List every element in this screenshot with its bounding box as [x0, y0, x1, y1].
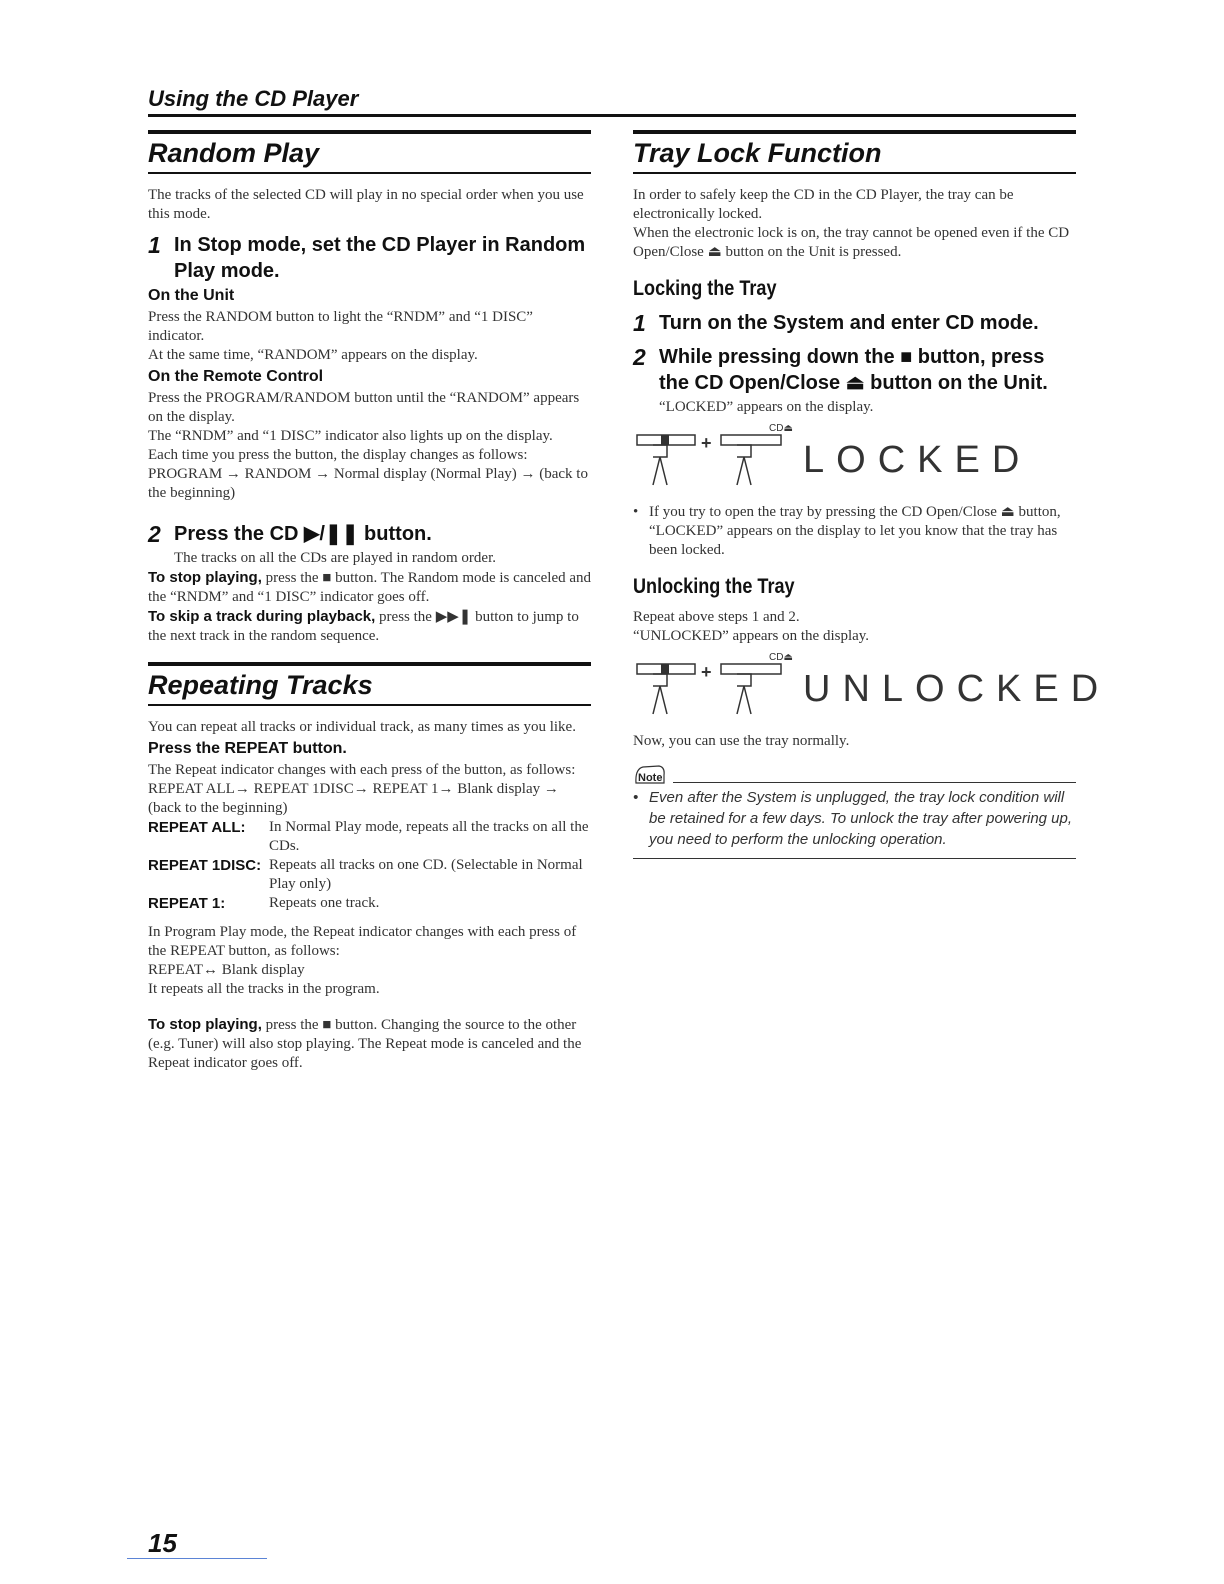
note-end-rule — [633, 858, 1076, 859]
press-repeat-heading: Press the REPEAT button. — [148, 740, 347, 757]
stop-text: press the ■ button. Changing the source to the other (e.g. Tuner) will also stop playing. The Repeat mode is canceled and the Repeat indicator goes off. — [148, 1017, 582, 1071]
remote-paragraph-2: The “RNDM” and “1 DISC” indicator also lights up on the display. — [148, 428, 553, 444]
tray-intro-2: When the electronic lock is on, the tray cannot be opened even if the CD Open/Close ⏏ button on the Unit is pressed. — [633, 225, 1070, 260]
tray-intro-1: In order to safely keep the CD in the CD Player, the tray can be electronically locked. — [633, 187, 1014, 222]
lock-step-2 — [633, 344, 1076, 396]
step2-paragraph: The tracks on all the CDs are played in random order. — [174, 550, 496, 566]
locked-bullet — [633, 503, 1076, 560]
repeating-paragraph-1: The Repeat indicator changes with each press of the button, as follows: — [148, 762, 576, 778]
stop-lead: To stop playing, — [148, 569, 262, 586]
random-step-2 — [148, 521, 591, 547]
on-remote-heading: On the Remote Control — [148, 368, 324, 385]
cd-eject-label: CD⏏ — [769, 423, 793, 434]
svg-text:+: + — [701, 433, 712, 453]
skip-text: press the ▶▶❚ button to jump to the next track in the random sequence. — [148, 609, 579, 644]
repeating-paragraph-5: It repeats all the tracks in the program. — [148, 981, 380, 997]
running-head: Using the CD Player — [148, 86, 359, 111]
svg-text:+: + — [701, 662, 712, 682]
footer-line — [127, 1558, 267, 1559]
button-press-icon — [633, 427, 793, 493]
random-step-1 — [148, 232, 591, 284]
lock-step-1 — [633, 310, 1076, 336]
locked-display-text: LOCKED — [803, 439, 1032, 481]
step-text: Press the CD ▶/❚❚ button. — [174, 523, 432, 545]
random-stop-paragraph — [148, 568, 591, 607]
random-play-intro: The tracks of the selected CD will play in no special order when you use this mode. — [148, 187, 584, 222]
unlocked-display-figure — [633, 652, 1111, 726]
def-desc: Repeats one track. — [269, 895, 380, 911]
step-number: 1 — [633, 310, 646, 336]
note-rule — [673, 782, 1076, 783]
on-the-unit-heading: On the Unit — [148, 287, 235, 304]
def-term: REPEAT 1: — [148, 895, 226, 912]
note-header — [633, 763, 1076, 787]
repeating-paragraph-4: REPEAT↔ Blank display — [148, 962, 305, 978]
repeating-title: Repeating Tracks — [148, 662, 591, 706]
unlocked-display-text: UNLOCKED — [803, 668, 1111, 710]
unlock-paragraph-1: Repeat above steps 1 and 2. — [633, 609, 800, 625]
def-term: REPEAT ALL: — [148, 819, 246, 836]
repeat-def-row — [148, 856, 591, 894]
skip-lead: To skip a track during playback, — [148, 608, 376, 625]
step-number: 2 — [148, 521, 161, 547]
note-label: Note — [638, 772, 663, 784]
random-play-title: Random Play — [148, 130, 591, 174]
repeat-def-row — [148, 894, 591, 913]
step-number: 1 — [148, 232, 161, 258]
note-icon — [633, 763, 667, 787]
remote-paragraph-1: Press the PROGRAM/RANDOM button until the “RANDOM” appears on the display. — [148, 390, 580, 425]
repeating-intro: You can repeat all tracks or individual track, as many times as you like. — [148, 719, 576, 735]
repeating-paragraph-2: REPEAT ALL→ REPEAT 1DISC→ REPEAT 1→ Blank display → (back to the beginning) — [148, 781, 559, 816]
note-text — [633, 787, 1076, 850]
step-text: Turn on the System and enter CD mode. — [659, 312, 1039, 334]
unit-paragraph-1: Press the RANDOM button to light the “RNDM” and “1 DISC” indicator. — [148, 309, 533, 344]
locked-appears: “LOCKED” appears on the display. — [659, 399, 874, 415]
remote-paragraph-3: Each time you press the button, the display changes as follows: — [148, 447, 528, 463]
def-desc: Repeats all tracks on one CD. (Selectable in Normal Play only) — [269, 857, 583, 892]
note-body: Even after the System is unplugged, the tray lock condition will be retained for a few days. To unlock the tray after powering up, you need to perform the unlocking operation. — [649, 789, 1073, 848]
page-number: 15 — [148, 1528, 177, 1558]
unlock-paragraph-2: “UNLOCKED” appears on the display. — [633, 628, 870, 644]
repeating-paragraph-3: In Program Play mode, the Repeat indicator changes with each press of the REPEAT button, as follows: — [148, 924, 577, 959]
step-number: 2 — [633, 344, 646, 370]
stop-text: press the ■ button. The Random mode is canceled and the “RNDM” and “1 DISC” indicator goes off. — [148, 570, 592, 605]
bullet-dot: • — [633, 789, 639, 806]
button-press-icon — [633, 656, 793, 722]
locked-display-figure — [633, 423, 1076, 497]
unlocking-heading: Unlocking the Tray — [633, 575, 795, 598]
cd-eject-label: CD⏏ — [769, 652, 793, 663]
repeating-stop-paragraph — [148, 1015, 591, 1073]
note-box — [633, 763, 1076, 859]
unit-paragraph-2: At the same time, “RANDOM” appears on the display. — [148, 347, 478, 363]
def-desc: In Normal Play mode, repeats all the tracks on all the CDs. — [269, 819, 589, 854]
bullet-text: If you try to open the tray by pressing the CD Open/Close ⏏ button, “LOCKED” appears on the display to let you know that the tray has been locked. — [649, 504, 1061, 558]
def-term: REPEAT 1DISC: — [148, 857, 262, 874]
step-text: In Stop mode, set the CD Player in Random Play mode. — [174, 234, 586, 282]
header-rule — [148, 114, 1076, 117]
stop-lead: To stop playing, — [148, 1016, 262, 1033]
random-skip-paragraph — [148, 607, 591, 646]
after-unlock-paragraph: Now, you can use the tray normally. — [633, 733, 850, 749]
repeat-def-row — [148, 818, 591, 856]
right-column — [633, 130, 1111, 859]
left-column — [148, 130, 591, 1073]
step-text: While pressing down the ■ button, press the CD Open/Close ⏏ button on the Unit. — [659, 346, 1048, 394]
locking-heading: Locking the Tray — [633, 277, 777, 300]
bullet-dot: • — [633, 504, 639, 520]
remote-paragraph-4: PROGRAM → RANDOM → Normal display (Normal Play) → (back to the beginning) — [148, 466, 588, 501]
tray-lock-title: Tray Lock Function — [633, 130, 1076, 174]
